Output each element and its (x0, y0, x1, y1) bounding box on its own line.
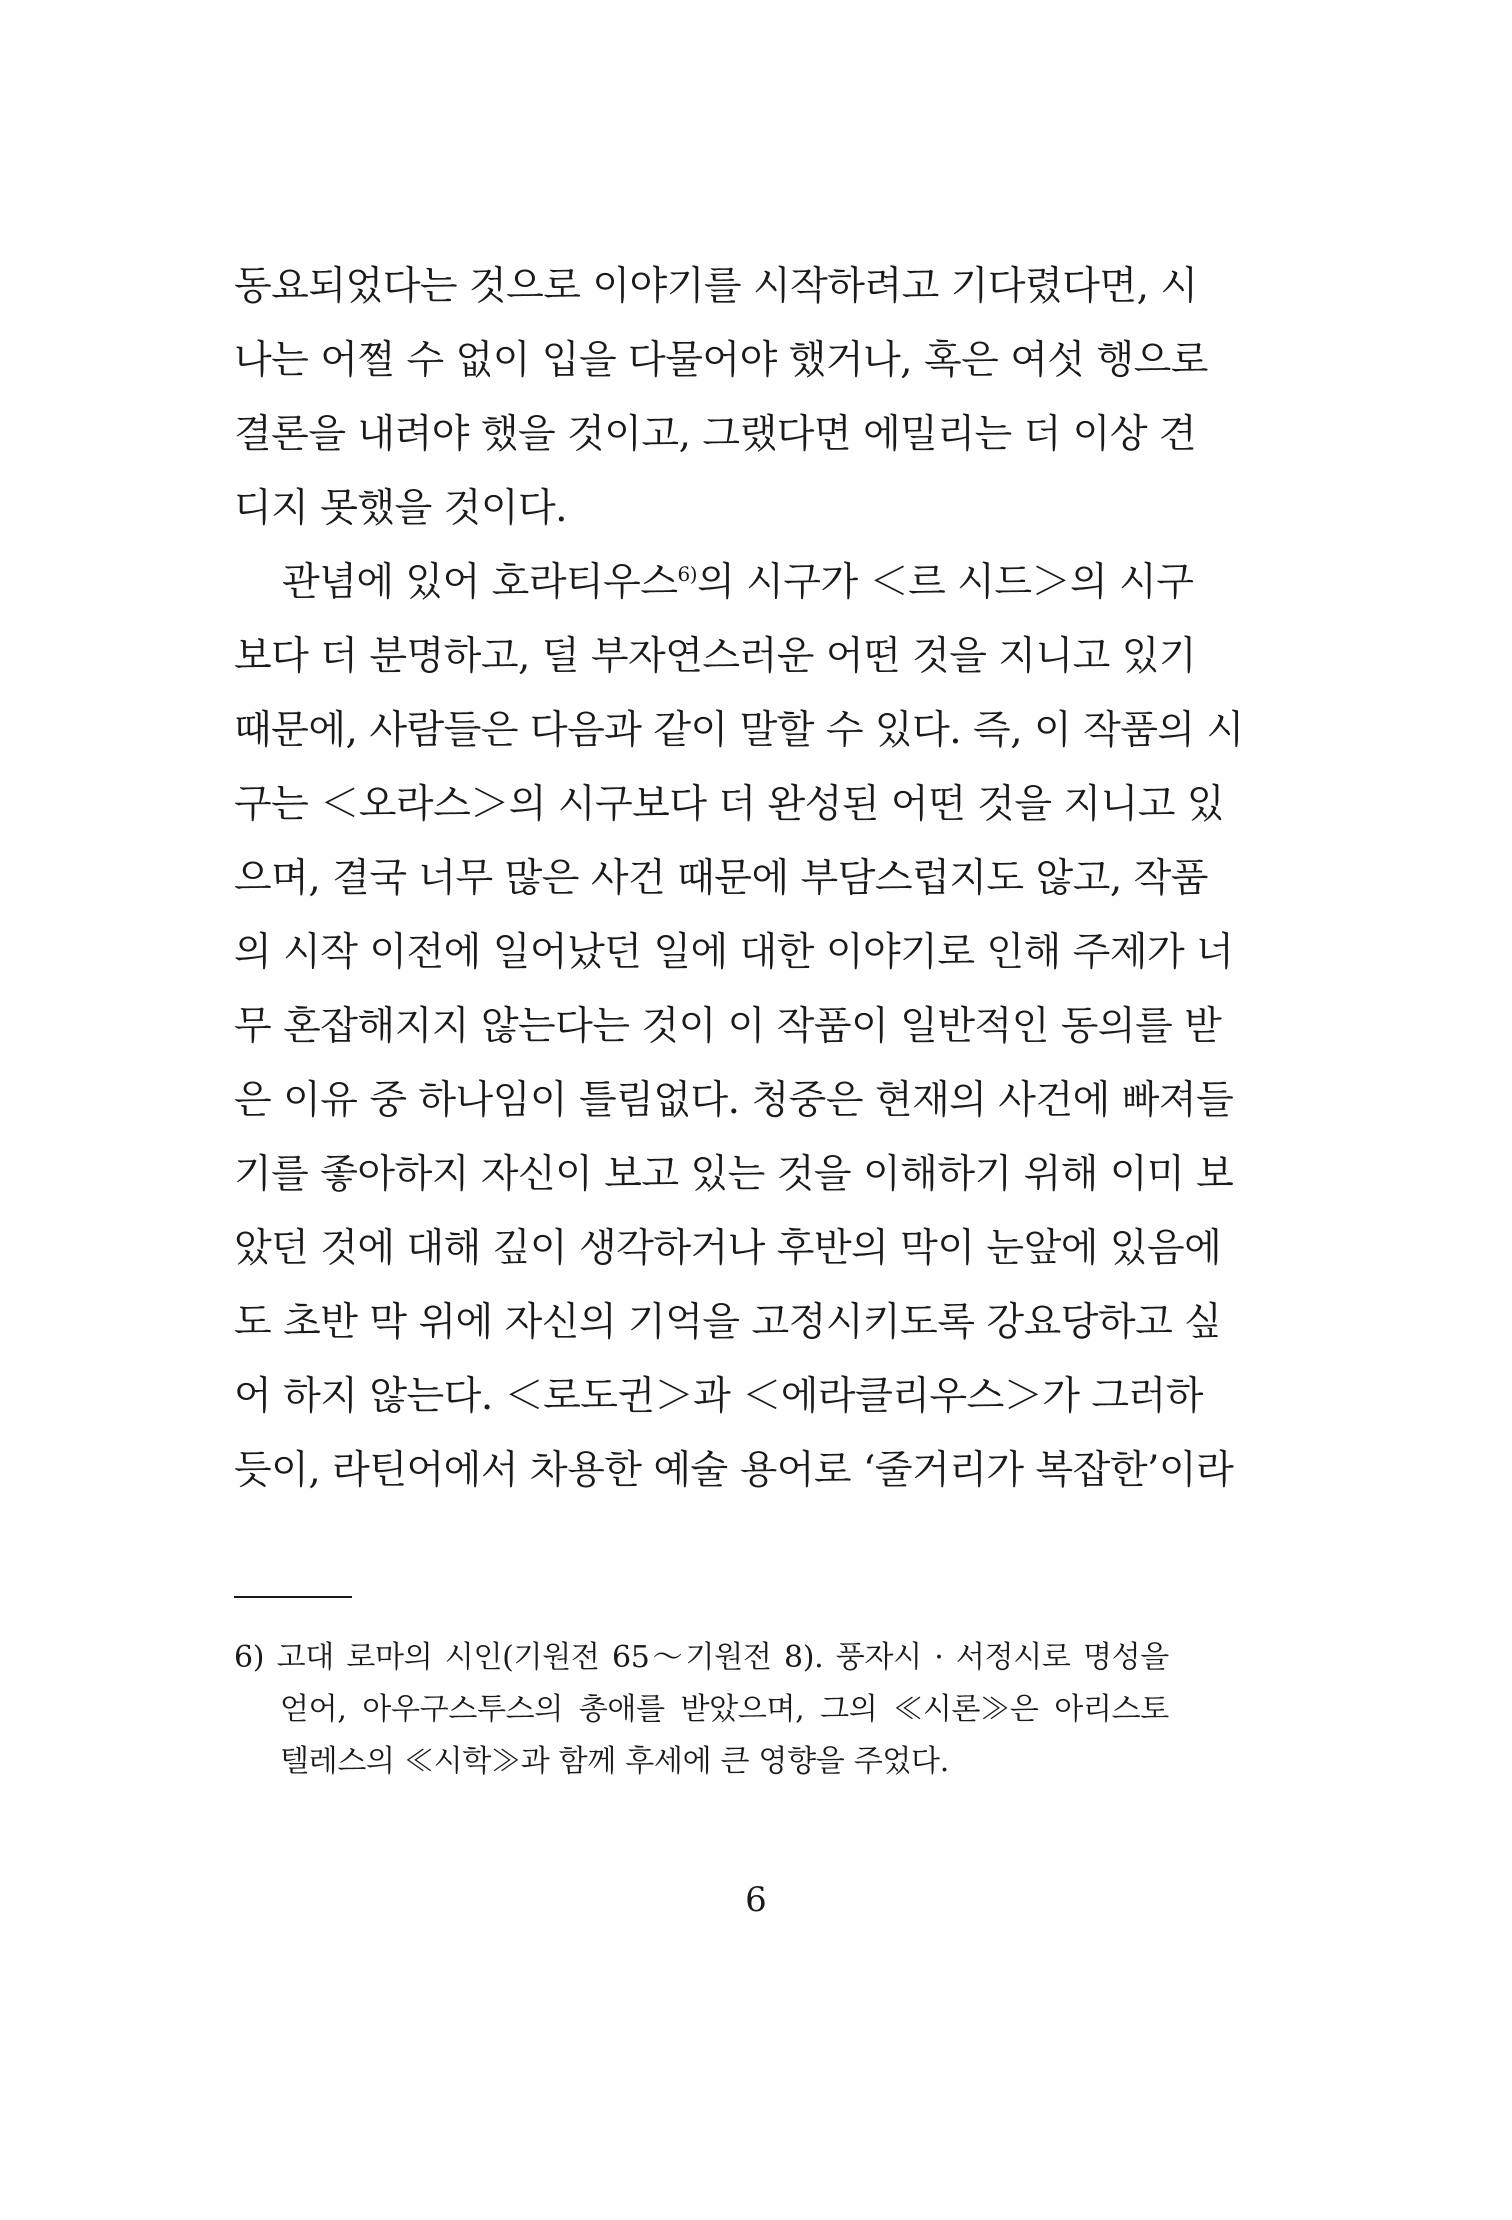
footnote-line: 얻어, 아우구스투스의 총애를 받았으며, 그의 ≪시론≫은 아리스토 (280, 1692, 1169, 1727)
text-line: 동요되었다는 것으로 이야기를 시작하려고 기다렸다면, 시 (234, 264, 1198, 309)
text-line: 으며, 결국 너무 많은 사건 때문에 부담스럽지도 않고, 작품 (234, 856, 1208, 901)
text-line: 때문에, 사람들은 다음과 같이 말할 수 있다. 즉, 이 작품의 시 (234, 708, 1244, 753)
text-line: 듯이, 라틴어에서 차용한 예술 용어로 ‘줄거리가 복잡한’이라 (234, 1448, 1234, 1493)
footnote-reference: 6) (677, 562, 698, 586)
text-line: 았던 것에 대해 깊이 생각하거나 후반의 막이 눈앞에 있음에 (234, 1226, 1222, 1271)
text-line: 어 하지 않는다. ＜로도귄＞과 ＜에라클리우스＞가 그러하 (234, 1374, 1203, 1419)
text-line-with-footnote (282, 558, 1194, 608)
footnote-line: 6) 고대 로마의 시인(기원전 65～기원전 8). 풍자시 · 서정시로 명성을 (234, 1640, 1169, 1675)
text-line: 은 이유 중 하나임이 틀림없다. 청중은 현재의 사건에 빠져들 (234, 1078, 1234, 1123)
text-line: 보다 더 분명하고, 덜 부자연스러운 어떤 것을 지니고 있기 (234, 634, 1197, 679)
text-line: 디지 못했을 것이다. (234, 486, 568, 531)
text-segment: 관념에 있어 호라티우스 (282, 560, 678, 605)
page-number: 6 (745, 1880, 767, 1920)
footnote-line: 텔레스의 ≪시학≫과 함께 후세에 큰 영향을 주었다. (280, 1744, 949, 1779)
text-line: 결론을 내려야 했을 것이고, 그랬다면 에밀리는 더 이상 견 (234, 412, 1197, 457)
footnote-divider (234, 1596, 352, 1598)
text-line: 의 시작 이전에 일어났던 일에 대한 이야기로 인해 주제가 너 (234, 930, 1234, 975)
text-line: 무 혼잡해지지 않는다는 것이 이 작품이 일반적인 동의를 받 (234, 1004, 1222, 1049)
text-line: 기를 좋아하지 자신이 보고 있는 것을 이해하기 위해 이미 보 (234, 1152, 1234, 1197)
text-line: 도 초반 막 위에 자신의 기억을 고정시키도록 강요당하고 싶 (234, 1300, 1222, 1345)
text-segment: 의 시구가 ＜르 시드＞의 시구 (697, 560, 1194, 605)
text-line: 나는 어쩔 수 없이 입을 다물어야 했거나, 혹은 여섯 행으로 (234, 338, 1208, 383)
text-line: 구는 ＜오라스＞의 시구보다 더 완성된 어떤 것을 지니고 있 (234, 782, 1225, 827)
